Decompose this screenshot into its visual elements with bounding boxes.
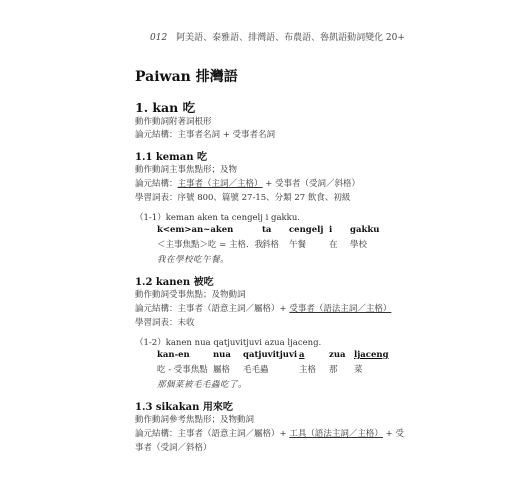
gloss-translation: 主格 — [299, 365, 317, 375]
example-sentence: kanen nua qatjuvitjuvi azua ljaceng. — [165, 338, 322, 348]
gloss-word: qatjuvitjuvi — [243, 350, 298, 360]
example-number: （1-1） — [135, 213, 166, 223]
example-number: （1-2） — [135, 338, 166, 348]
gloss-word: gakku — [350, 225, 380, 235]
gloss-translation: 在 — [329, 240, 338, 250]
example-1-1 — [135, 211, 300, 223]
section-1-1-line-2: 論元結構：主事者（主詞／主格） + 受事者（受詞／斜格） — [135, 179, 361, 189]
section-heading-1-3: 1.3 sikakan 用來吃 — [135, 402, 233, 413]
section-1-1-line-1: 動作動詞主事焦點形；及物 — [135, 165, 238, 175]
section-1-2-line-3: 學習詞表：未收 — [135, 318, 195, 328]
section-1-line-1: 動作動詞附著詞根形 — [135, 117, 212, 127]
section-1-3-line-1: 動作動詞參考焦點形；及物動詞 — [135, 415, 255, 425]
gloss-word: kan-en — [157, 350, 190, 360]
free-translation: 我在學校吃午餐。 — [157, 255, 230, 265]
free-translation: 那個菜被毛毛蟲吃了。 — [157, 380, 248, 390]
section-heading-1: 1. kan 吃 — [135, 100, 196, 115]
section-heading-1-1: 1.1 keman 吃 — [135, 152, 207, 163]
gloss-translation: 屬格 — [213, 365, 231, 375]
section-1-3-line-2: 論元結構：主事者（語意主詞／屬格）+ 工具（語法主詞／主格） + 受 — [135, 429, 404, 439]
running-header — [150, 30, 405, 43]
gloss-translation: 學校 — [350, 240, 368, 250]
section-1-1-line-3: 學習詞表：序號 800、篇號 27-15、分類 27 飲食、初級 — [135, 193, 351, 203]
gloss-translation: 斜格 — [262, 240, 280, 250]
gloss-translation: 吃 - 受事焦點 — [157, 365, 208, 375]
gloss-translation: 午餐 — [289, 240, 307, 250]
gloss-word: nua — [213, 350, 231, 360]
gloss-word: k<em>an~aken — [157, 225, 234, 235]
gloss-word: cengelj — [289, 225, 324, 235]
gloss-word: ljaceng — [354, 350, 389, 360]
gloss-word: i — [329, 225, 333, 235]
example-1-2 — [135, 336, 321, 348]
section-1-3-line-3: 事者（受詞／斜格） — [135, 443, 212, 453]
section-1-2-line-1: 動作動詞受事焦點；及物動詞 — [135, 290, 246, 300]
page-number: 012 — [150, 33, 168, 43]
example-sentence: keman aken ta cengelj i gakku. — [165, 213, 300, 223]
gloss-translation: ＜主事焦點＞吃 = 主格．我 — [157, 240, 264, 250]
gloss-word: a — [299, 350, 305, 360]
section-heading-1-2: 1.2 kanen 被吃 — [135, 277, 214, 288]
language-title: Paiwan 排灣語 — [135, 69, 238, 85]
gloss-word: zua — [329, 350, 346, 360]
gloss-translation: 那 — [329, 365, 338, 375]
gloss-translation: 毛毛蟲 — [243, 365, 269, 375]
gloss-translation: 菜 — [354, 365, 363, 375]
running-header-title: 阿美語、泰雅語、排灣語、布農語、魯凱語動詞變化 20+ — [176, 33, 405, 43]
section-1-line-2: 論元結構：主事者名詞 + 受事者名詞 — [135, 130, 276, 140]
section-1-2-line-2: 論元結構：主事者（語意主詞／屬格）+ 受事者（語法主詞／主格） — [135, 304, 392, 314]
gloss-word: ta — [262, 225, 272, 235]
